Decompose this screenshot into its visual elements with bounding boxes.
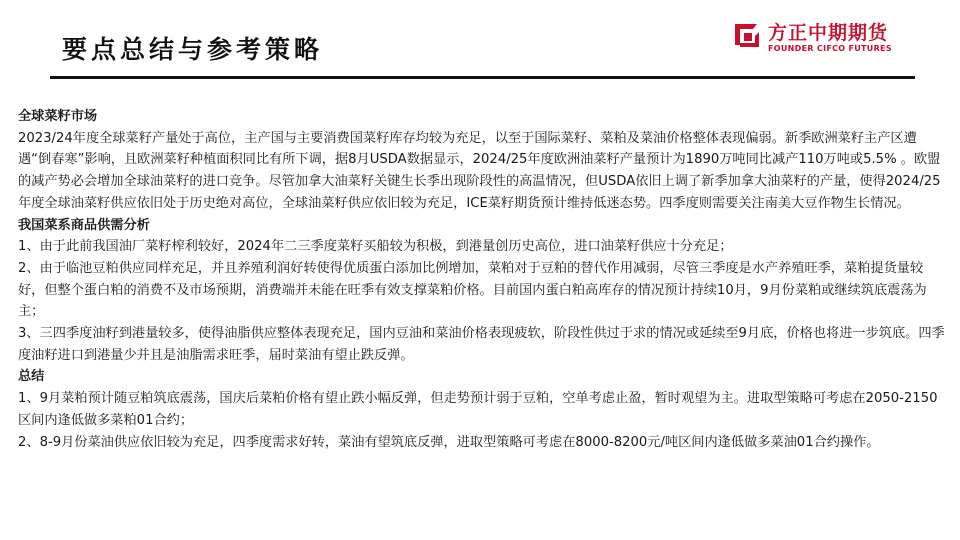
title-underline [50, 76, 915, 79]
paragraph-domestic-point-1: 1、由于此前我国油厂菜籽榨利较好，2024年二三季度菜籽买船较为积极，到港量创历史高位，进口油菜籽供应十分充足； [18, 239, 733, 255]
paragraph-summary-point-1: 1、9月菜粕预计随豆粕筑底震荡，国庆后菜粕价格有望止跌小幅反弹，但走势预计弱于豆粕，空单考虑止盈，暂时观望为主。进取型策略可考虑在2050-2150区间内逢低做多菜粕01合约； [18, 391, 938, 428]
section-heading-domestic-analysis: 我国菜系商品供需分析 [18, 217, 150, 233]
paragraph-domestic-point-3: 3、三四季度油籽到港量较多，使得油脂供应整体表现充足，国内豆油和菜油价格表现疲软，阶段性供过于求的情况或延续至9月底，价格也将进一步筑底。四季度油籽进口到港量少并且是油脂需求旺季，届时菜油有望止跌反弹。 [18, 326, 945, 363]
summary-content [18, 106, 948, 453]
section-heading-global-rapeseed: 全球菜籽市场 [18, 109, 98, 124]
page-header [0, 0, 960, 96]
paragraph-domestic-point-2: 2、由于临池豆粕供应同样充足，并且养殖利润好转使得优质蛋白添加比例增加，菜粕对于豆粕的替代作用减弱，尽管三季度是水产养殖旺季，菜粕提货量较好，但整个蛋白粕的消费不及市场预期，消费端并未能在旺季有效支撑菜粕价格。目前国内蛋白粕高库存的情况预计持续10月，9月份菜粕或继续筑底震荡为主； [18, 260, 927, 320]
paragraph-global-rapeseed: 2023/24年度全球菜籽产量处于高位，主产国与主要消费国菜籽库存均较为充足，以至于国际菜籽、菜粕及菜油价格整体表现偏弱。新季欧洲菜籽主产区遭遇“倒春寒”影响，且欧洲菜籽种植面积同比有所下调，据8月USDA数据显示，2024/25年度欧洲油菜籽产量预计为1890万吨同比减产110万吨或5.5% 。欧盟的减产势必会增加全球油菜籽的进口竞争。尽管加拿大油菜籽关键生长季出现阶段性的高温情况，但USDA依旧上调了新季加拿大油菜籽的产量，使得2024/25年度全球油菜籽供应依旧处于历史绝对高位，全球油菜籽供应依旧较为充足，ICE菜籽期货预计维持低迷态势。四季度则需要关注南美大豆作物生长情况。 [18, 130, 941, 211]
section-heading-summary: 总结 [18, 369, 45, 385]
paragraph-summary-point-2: 2、8-9月份菜油供应依旧较为充足，四季度需求好转，菜油有望筑底反弹，进取型策略可考虑在8000-8200元/吨区间内逢低做多菜油01合约操作。 [18, 434, 880, 450]
company-logo [733, 18, 903, 58]
logo-english-name: FOUNDER CIFCO FUTURES [768, 44, 892, 53]
page-title: 要点总结与参考策略 [62, 35, 324, 64]
logo-chinese-name: 方正中期期货 [768, 22, 889, 44]
logo-mark-icon [733, 20, 761, 50]
